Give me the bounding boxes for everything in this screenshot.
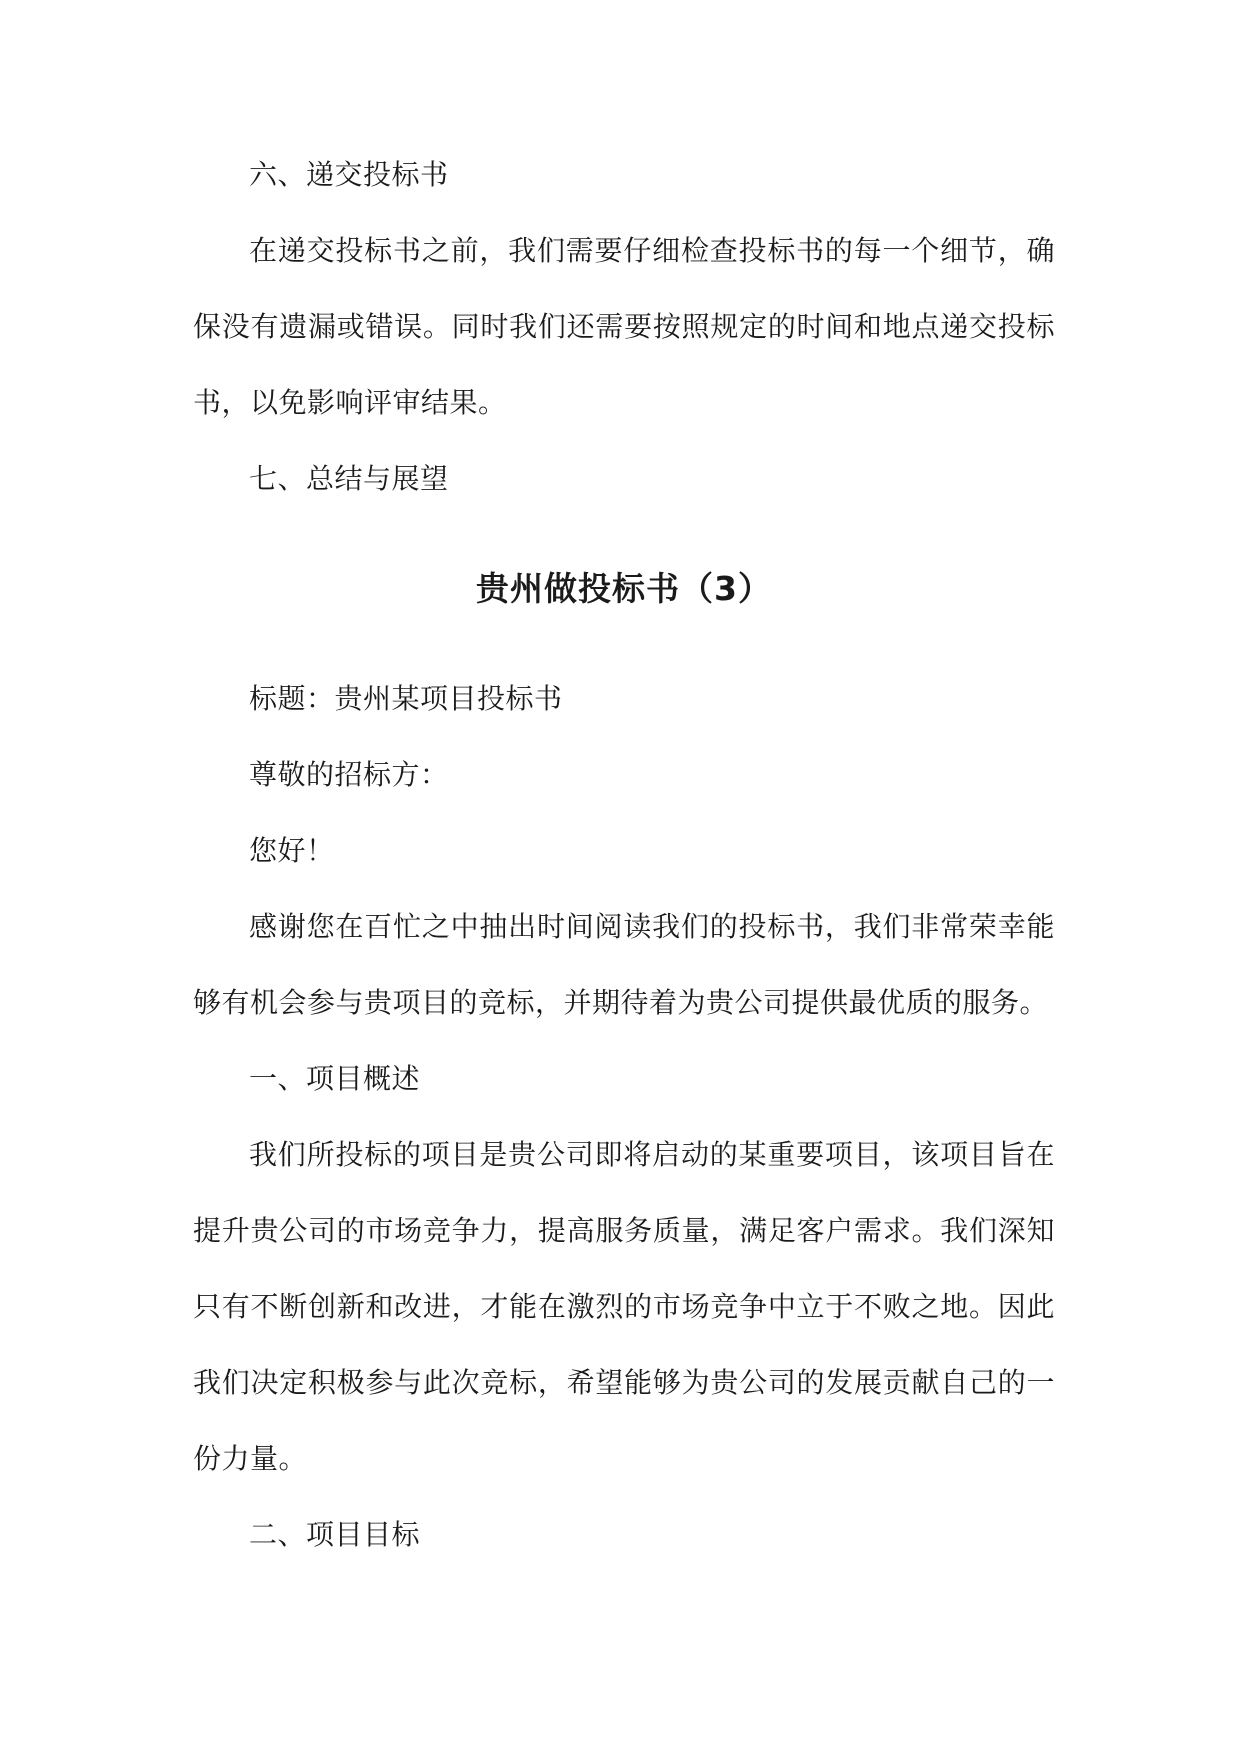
document-title: 贵州做投标书（3） bbox=[476, 569, 772, 608]
greeting: 您好！ bbox=[249, 834, 335, 867]
paragraph-submit: 在递交投标书之前，我们需要仔细检查投标书的每一个细节，确保没有遗漏或错误。同时我们还需要按照规定的时间和地点递交投标书，以免影响评审结果。 bbox=[193, 234, 1055, 419]
salutation: 尊敬的招标方： bbox=[249, 758, 449, 791]
paragraph-intro: 感谢您在百忙之中抽出时间阅读我们的投标书，我们非常荣幸能够有机会参与贵项目的竞标，并期待着为贵公司提供最优质的服务。 bbox=[193, 910, 1055, 1019]
section-heading-summary: 七、总结与展望 bbox=[249, 462, 449, 495]
section-heading-overview: 一、项目概述 bbox=[249, 1062, 421, 1095]
document-body bbox=[193, 137, 1055, 1573]
section-heading-goals: 二、项目目标 bbox=[249, 1518, 421, 1551]
paragraph-overview: 我们所投标的项目是贵公司即将启动的某重要项目，该项目旨在提升贵公司的市场竞争力，提高服务质量，满足客户需求。我们深知只有不断创新和改进，才能在激烈的市场竞争中立于不败之地。因此我们决定积极参与此次竞标，希望能够为贵公司的发展贡献自己的一份力量。 bbox=[193, 1138, 1055, 1475]
section-heading-submit: 六、递交投标书 bbox=[249, 158, 449, 191]
subject-line: 标题：贵州某项目投标书 bbox=[249, 682, 563, 715]
